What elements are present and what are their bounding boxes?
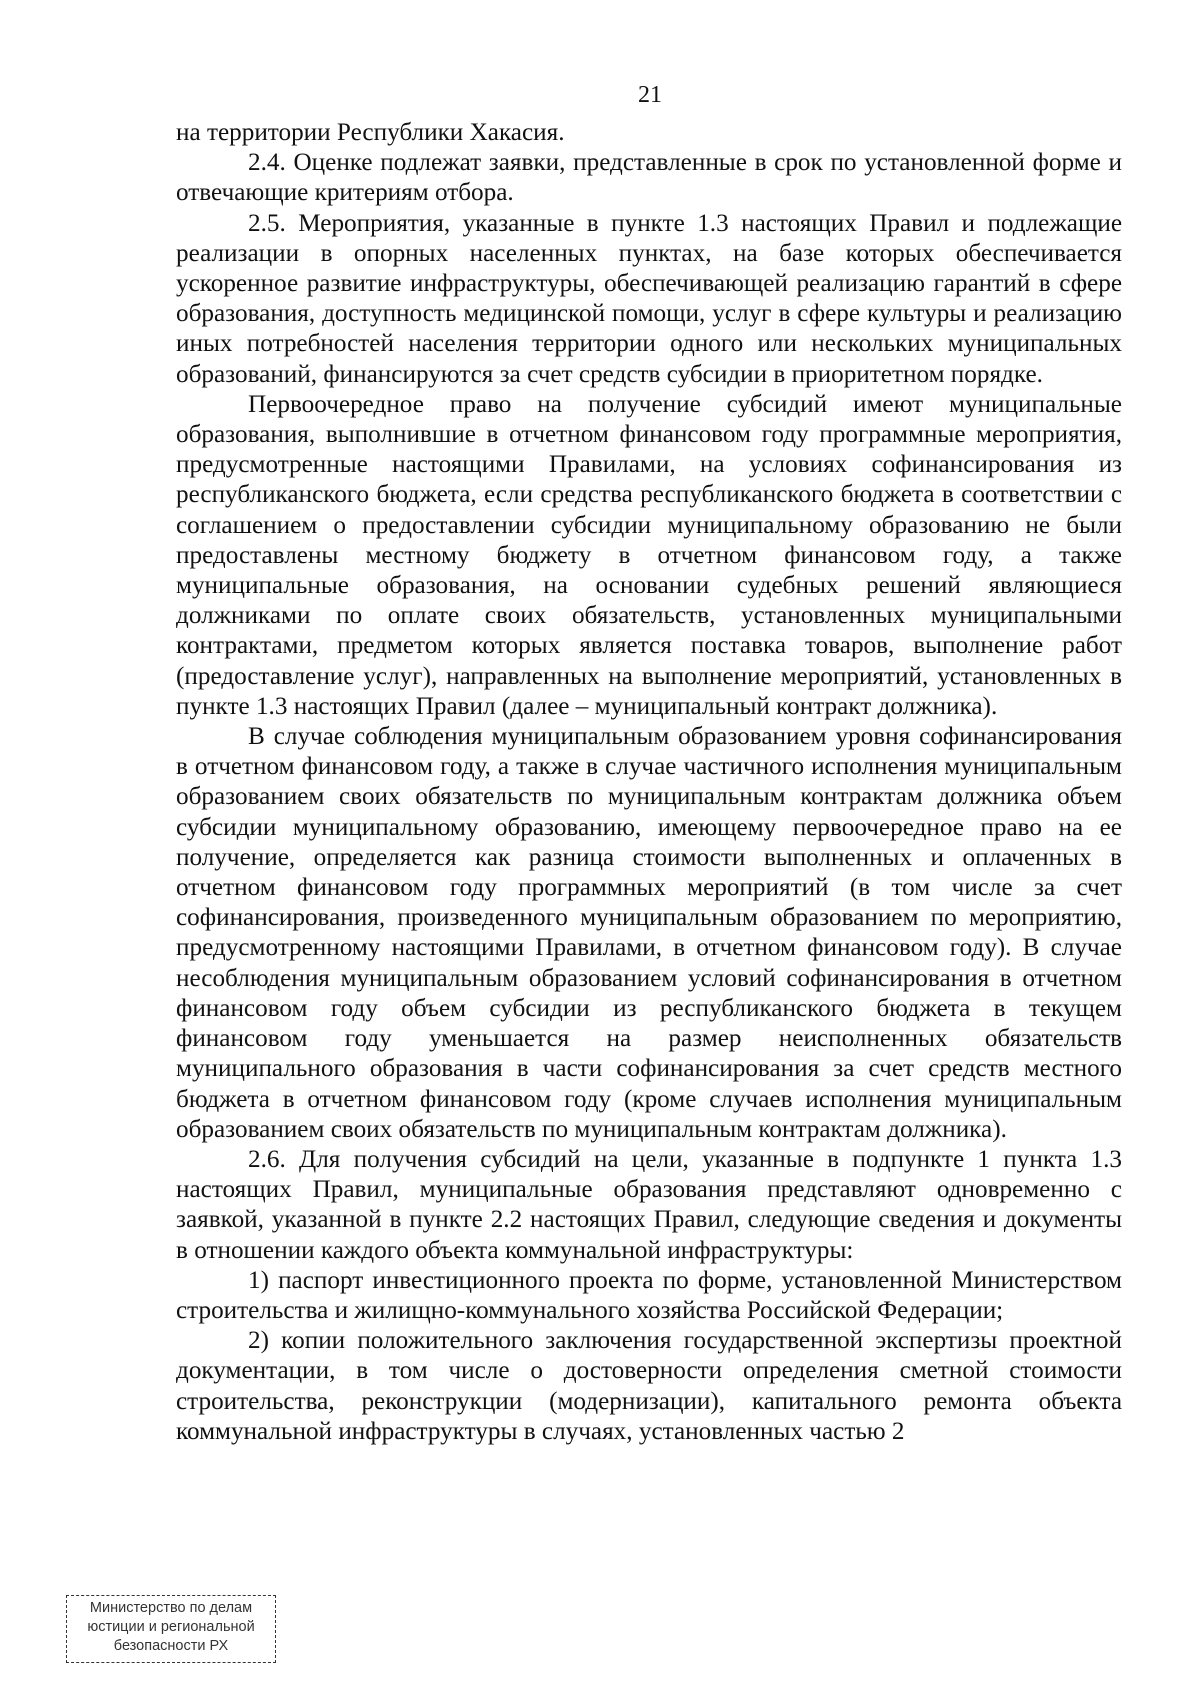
paragraph-cofinancing: В случае соблюдения муниципальным образованием уровня софинансирования в отчетном финансовом году, а также в случае частичного исполнения муниципальным образованием своих обязательств по муниципальным контрактам должника объем субсидии муниципальному образованию, имеющему первоочередное право на ее получение, определяется как разница стоимости выполненных и оплаченных в отчетном финансовом году программных мероприятий (в том числе за счет софинансирования, произведенного муниципальным образованием по мероприятию, предусмотренному настоящими Правилами, в отчетном финансовом году). В случае несоблюдения муниципальным образованием условий софинансирования в отчетном финансовом году объем субсидии из республиканского бюджета в текущем финансовом году уменьшается на размер неисполненных обязательств муниципального образования в части софинансирования за счет средств местного бюджета в отчетном финансовом году (кроме случаев исполнения муниципальным образованием своих обязательств по муниципальным контрактам должника). [176, 723, 1122, 1143]
list-item-1: 1) паспорт инвестиционного проекта по форме, установленной Министерством строительства и жилищно-коммунального хозяйства Российской Федерации; [176, 1266, 1122, 1324]
paragraph-2-6: 2.6. Для получения субсидий на цели, указанные в подпункте 1 пункта 1.3 настоящих Правил, муниципальные образования представляют одновременно с заявкой, указанной в пункте 2.2 настоящих Правил, следующие сведения и документы в отношении каждого объекта коммунальной инфраструктуры: [176, 1145, 1122, 1264]
paragraph-2-5: 2.5. Мероприятия, указанные в пункте 1.3 настоящих Правил и подлежащие реализации в опорных населенных пунктах, на базе которых обеспечивается ускоренное развитие инфраструктуры, обеспечивающей реализацию гарантий в сфере образования, доступность медицинской помощи, услуг в сфере культуры и реализацию иных потребностей населения территории одного или нескольких муниципальных образований, финансируются за счет средств субсидии в приоритетном порядке. [176, 209, 1122, 388]
ministry-stamp [66, 1595, 276, 1663]
list-item-2: 2) копии положительного заключения государственной экспертизы проектной документации, в том числе о достоверности определения сметной стоимости строительства, реконструкции (модернизации), капитального ремонта объекта коммунальной инфраструктуры в случаях, установленных частью 2 [176, 1327, 1122, 1445]
stamp-line-3: безопасности РХ [113, 1638, 229, 1654]
stamp-line-1: Министерство по делам [89, 1600, 253, 1616]
paragraph-priority-right: Первоочередное право на получение субсидий имеют муниципальные образования, выполнившие в отчетном финансовом году программные мероприятия, предусмотренные настоящими Правилами, на условиях софинансирования из республиканского бюджета, если средства республиканского бюджета в соответствии с соглашением о предоставлении субсидии муниципальному образованию не были предоставлены местному бюджету в отчетном финансовом году, а также муниципальные образования, на основании судебных решений являющиеся должниками по оплате своих обязательств, установленных муниципальными контрактами, предметом которых является поставка товаров, выполнение работ (предоставление услуг), направленных на выполнение мероприятий, установленных в пункте 1.3 настоящих Правил (далее – муниципальный контракт должника). [176, 390, 1122, 720]
page-number: 21 [638, 82, 662, 108]
stamp-line-2: юстиции и региональной [87, 1619, 255, 1635]
paragraph-continuation: на территории Республики Хакасия. [176, 119, 565, 146]
document-body [176, 118, 1122, 1447]
paragraph-2-4: 2.4. Оценке подлежат заявки, представленные в срок по установленной форме и отвечающие критериям отбора. [176, 149, 1122, 207]
